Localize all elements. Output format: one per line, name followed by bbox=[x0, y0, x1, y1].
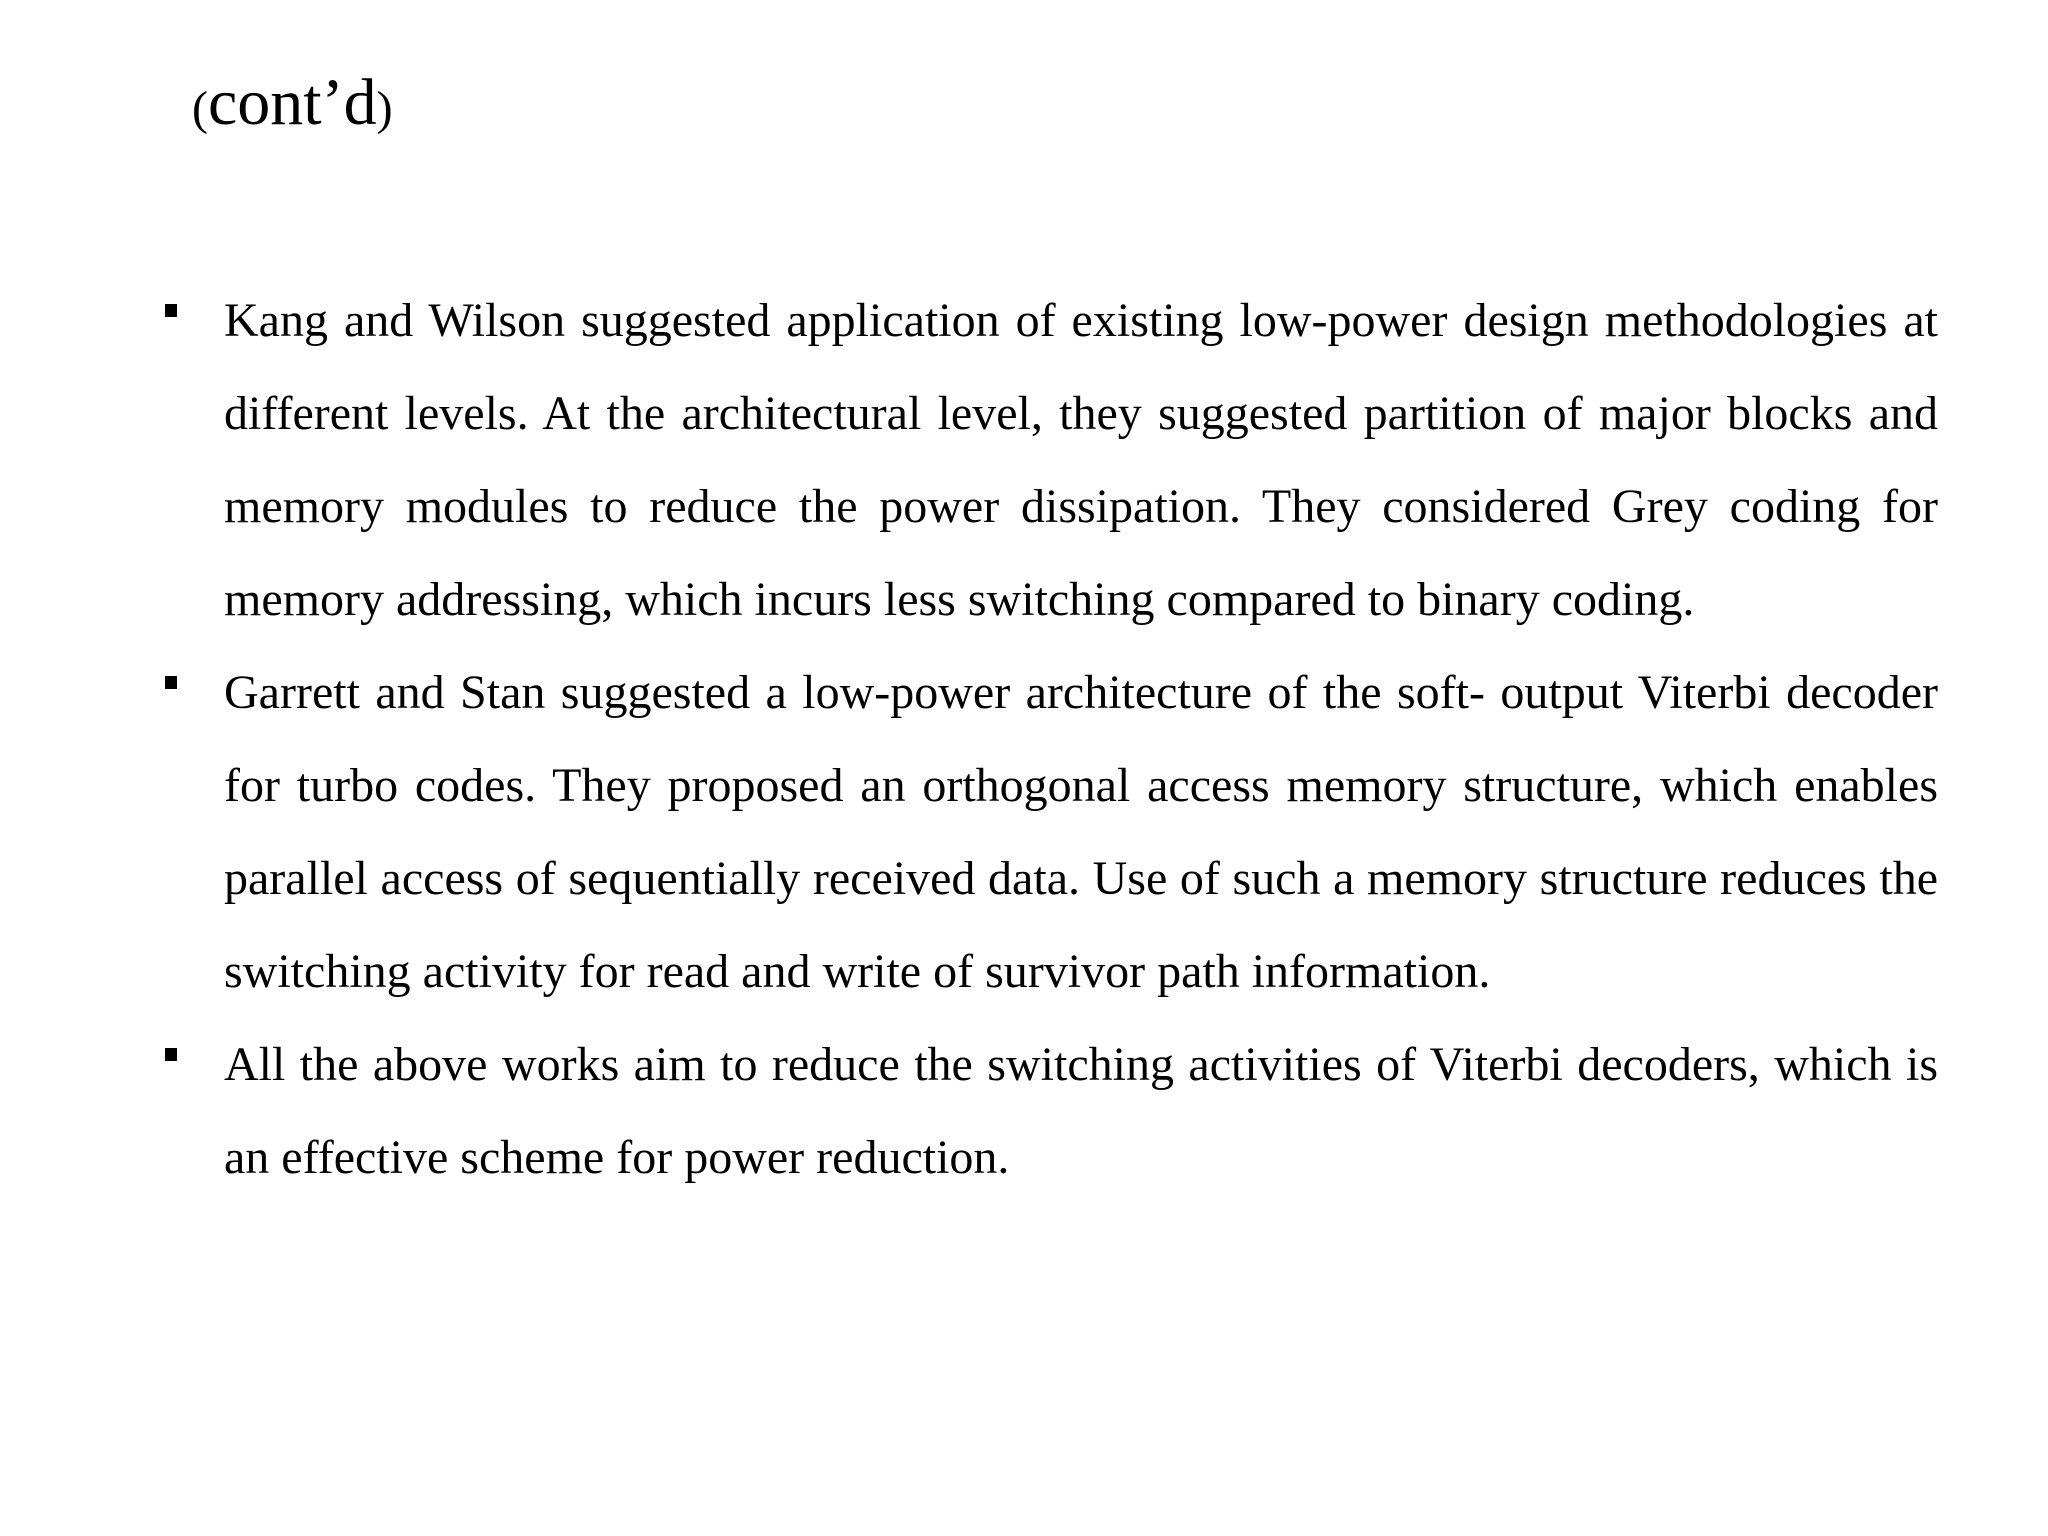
bullet-item-1 bbox=[158, 274, 1938, 646]
title-open-paren: ( bbox=[192, 82, 208, 135]
bullet-text-1: Kang and Wilson suggested application of existing low-power design methodologies at different levels. At the architectural level, they suggested partition of major blocks and memory modules to reduce the power dissipation. They considered Grey coding for memory addressing, which incurs less switching compared to binary coding. bbox=[224, 294, 1938, 626]
bullet-text-2: Garrett and Stan suggested a low-power architecture of the soft- output Viterbi decoder for turbo codes. They proposed an orthogonal access memory structure, which enables parallel access of sequentially received data. Use of such a memory structure reduces the switching activity for read and write of survivor path information. bbox=[224, 666, 1938, 998]
bullet-text-3: All the above works aim to reduce the switching activities of Viterbi decoders, which is an effective scheme for power reduction. bbox=[224, 1038, 1938, 1184]
title-close-paren: ) bbox=[376, 82, 393, 135]
square-bullet-icon bbox=[165, 304, 177, 317]
square-bullet-icon bbox=[165, 676, 177, 689]
bullet-item-2 bbox=[158, 646, 1938, 1018]
square-bullet-icon bbox=[165, 1048, 177, 1061]
bullet-list bbox=[158, 274, 1938, 1204]
slide-title bbox=[192, 58, 393, 154]
title-text: cont’d bbox=[207, 66, 377, 139]
bullet-item-3 bbox=[158, 1018, 1938, 1204]
